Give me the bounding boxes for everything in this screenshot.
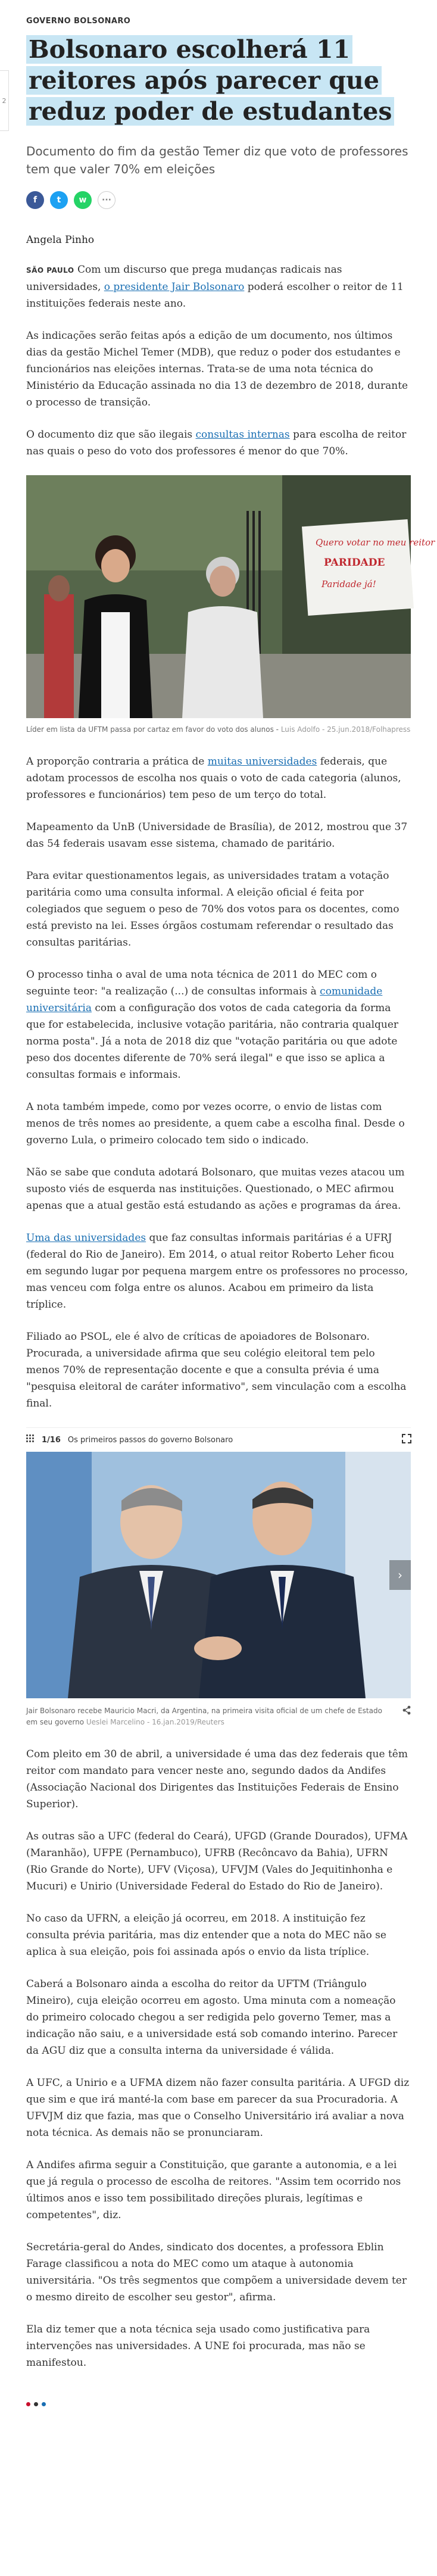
share-bar: [26, 191, 411, 209]
paragraph: Com pleito em 30 de abril, a universidade é uma das dez federais que têm reitor com mandato para vencer neste ano, segundo dados da Andifes (Associação Nacional dos Dirigentes das Instituições Federais de Ensino Superior).: [26, 1748, 408, 1810]
sign-text: Quero votar no meu reitor: [316, 537, 435, 548]
paragraph: Ela diz temer que a nota técnica seja usado como justificativa para intervenções nas universidades. A UNE foi procurada, mas não se manifestou.: [26, 2324, 370, 2369]
grid-icon[interactable]: [26, 1434, 35, 1445]
paragraph-text: O documento diz que são ilegais: [26, 429, 196, 441]
more-share-icon[interactable]: ···: [98, 191, 116, 209]
side-tab-label: 2: [2, 96, 7, 105]
gallery-next-button[interactable]: [389, 1560, 411, 1590]
article-body: [26, 261, 435, 2371]
twitter-icon[interactable]: t: [50, 191, 68, 209]
inline-link[interactable]: muitas universidades: [207, 756, 317, 768]
paragraph: Caberá a Bolsonaro ainda a escolha do reitor da UFTM (Triângulo Mineiro), cuja eleição ocorreu em agosto. Uma minuta com a nomeação do primeiro colocado chegou a ser redigida pelo governo Temer, mas a indicação não saiu, e a universidade está sob comando interino. Parecer da AGU diz que a consulta interna da universidade é válida.: [26, 1978, 398, 2057]
inline-link[interactable]: consultas internas: [195, 429, 290, 441]
paragraph-text: O processo tinha o aval de uma nota técnica de 2011 do MEC com o seguinte teor: "a realização (...) de consultas informais à: [26, 969, 377, 997]
end-dot: [42, 2402, 46, 2406]
paragraph: Não se sabe que conduta adotará Bolsonaro, que muitas vezes atacou um suposto viés de esquerda nas instituições. Questionado, o MEC afirmou apenas que a atual gestão está estudando as ações e programas da área.: [26, 1167, 405, 1212]
end-dot: [26, 2402, 30, 2406]
paragraph: [26, 261, 411, 312]
paragraph-text: que faz consultas informais paritárias é a UFRJ (federal do Rio de Janeiro). Em 2014, o atual reitor Roberto Leher ficou em segundo lugar por pequena margem entre os professores no processo, mas venceu com folga entre os alunos. Acabou em primeiro da lista tríplice.: [26, 1232, 408, 1311]
article-photo: [26, 475, 435, 735]
paragraph: [26, 753, 411, 803]
paragraph: A Andifes afirma seguir a Constituição, que garante a autonomia, e a lei que já regula o processo de escolha de reitores. "Assim tem ocorrido nos últimos anos e isso tem possibilitado direções plurais, legítimas e competentes", diz.: [26, 2159, 401, 2221]
gallery-caption: [26, 1705, 411, 1728]
inline-link[interactable]: Uma das universidades: [26, 1232, 146, 1244]
fullscreen-icon[interactable]: [402, 1434, 411, 1445]
dateline: SÃO PAULO: [26, 266, 74, 275]
photo-credit: Luis Adolfo - 25.jun.2018/Folhapress: [280, 725, 411, 734]
end-dot: [34, 2402, 38, 2406]
inline-link[interactable]: o presidente Jair Bolsonaro: [104, 281, 245, 293]
paragraph-text: federais, que adotam processos de escolha nos quais o voto de cada categoria (alunos, professores e funcionários) tem peso de um terço do total.: [26, 756, 401, 801]
paragraph: As outras são a UFC (federal do Ceará), UFGD (Grande Dourados), UFMA (Maranhão), UFPE (Pernambuco), UFRB (Recôncavo da Bahia), UFRN (Rio Grande do Norte), UFV (Viçosa), UFVJM (Vales do Jequitinhonha e Mucuri) e Unirio (Universidade Federal do Estado do Rio de Janeiro).: [26, 1830, 408, 1892]
paragraph: [26, 426, 411, 460]
paragraph: Mapeamento da UnB (Universidade de Brasília), de 2012, mostrou que 37 das 54 federais usavam esse sistema, chamado de paritário.: [26, 821, 408, 850]
section-kicker[interactable]: GOVERNO BOLSONARO: [26, 17, 131, 26]
photo-gallery: [26, 1427, 411, 1728]
protest-photo[interactable]: [26, 475, 435, 718]
end-mark: [26, 2387, 411, 2424]
facebook-icon[interactable]: f: [26, 191, 44, 209]
caption-text: Líder em lista da UFTM passa por cartaz em favor do voto dos alunos -: [26, 725, 281, 734]
paragraph-text: para escolha de reitor nas quais o peso do voto dos professores é menor do que 70%.: [26, 429, 407, 457]
gallery-title: Os primeiros passos do governo Bolsonaro: [67, 1435, 233, 1445]
gallery-counter: 1/16: [42, 1435, 61, 1445]
paragraph: No caso da UFRN, a eleição já ocorreu, em 2018. A instituição fez consulta prévia paritária, mas diz entender que a nota do MEC não se aplica à sua eleição, pois foi assinada após o envio da lista tríplice.: [26, 1913, 386, 1958]
headline: [26, 34, 411, 127]
inline-link[interactable]: comunidade universitária: [26, 986, 383, 1014]
gallery-caption-text: [26, 1705, 395, 1728]
caption-text: Jair Bolsonaro recebe Mauricio Macri, da Argentina, na primeira visita oficial de um chefe de Estado em seu governo: [26, 1707, 382, 1726]
paragraph: [26, 966, 411, 1083]
paragraph-text: A proporção contraria a prática de: [26, 756, 208, 768]
author-name[interactable]: Angela Pinho: [26, 234, 95, 246]
paragraph: A nota também impede, como por vezes ocorre, o envio de listas com menos de três nomes ao presidente, a quem cabe a escolha final. Desde o governo Lula, o primeiro colocado tem sido o indicado.: [26, 1101, 405, 1146]
paragraph: Filiado ao PSOL, ele é alvo de críticas de apoiadores de Bolsonaro. Procurada, a universidade afirma que seu colégio eleitoral tem pelo menos 70% de representação docente e que a consulta prévia é uma "pesquisa eleitoral de caráter informativo", sem vinculação com a escolha final.: [26, 1331, 407, 1409]
chevron-right-icon: ›: [398, 1568, 402, 1582]
photo-illustration: [26, 475, 435, 718]
subtitle: Documento do fim da gestão Temer diz que voto de professores tem que valer 70% em eleições: [26, 144, 408, 176]
paragraph: [26, 1230, 411, 1313]
paragraph-text: poderá escolher o reitor de 11 instituições federais neste ano.: [26, 281, 404, 310]
gallery-header: [26, 1427, 411, 1452]
gallery-photo[interactable]: [26, 1452, 411, 1698]
sign-text: Paridade já!: [321, 579, 376, 590]
paragraph-text: com a configuração dos votos de cada categoria da forma que for estabelecida, inclusive votação paritária, não contraria qualquer norma posta". Já a nota de 2018 diz que "votação paritária ou que adote peso dos docentes diferente de 70% será ilegal" e que isso se aplica a consultas formais e informais.: [26, 1002, 399, 1081]
paragraph-text: Com um discurso que prega mudanças radicais nas universidades,: [26, 264, 342, 293]
paragraph: A UFC, a Unirio e a UFMA dizem não fazer consulta paritária. A UFGD diz que sim e que irá manté-la com base em parecer da sua Procuradoria. A UFVJM diz que fazia, mas que o Conselho Universitário irá avaliar a nova nota técnica. As demais não se pronunciaram.: [26, 2077, 410, 2139]
gallery-credit: Ueslei Marcelino - 16.jan.2019/Reuters: [86, 1718, 224, 1726]
paragraph: As indicações serão feitas após a edição de um documento, nos últimos dias da gestão Michel Temer (MDB), que reduz o poder dos estudantes e funcionários nas eleições internas. Trata-se de uma nota técnica do Ministério da Educação assinada no dia 13 de dezembro de 2018, durante o processo de transição.: [26, 330, 408, 408]
share-icon[interactable]: [402, 1705, 411, 1717]
gallery-illustration: [26, 1452, 411, 1698]
sign-text: PARIDADE: [324, 557, 385, 569]
paragraph: Secretária-geral do Andes, sindicato dos docentes, a professora Eblin Farage classificou a nota do MEC como um ataque à autonomia universitária. "Os três segmentos que compõem a universidade devem ter o mesmo direito de escolher seu gestor", afirma.: [26, 2241, 407, 2303]
paragraph: Para evitar questionamentos legais, as universidades tratam a votação paritária como uma consulta informal. A eleição oficial é feita por colegiados que seguem o peso de 70% dos votos para os docentes, como está previsto na lei. Esses órgãos costumam referendar o resultado das consultas paritárias.: [26, 870, 399, 949]
photo-caption: [26, 724, 411, 735]
whatsapp-icon[interactable]: w: [74, 191, 92, 209]
headline-text: Bolsonaro escolherá 11 reitores após parecer que reduz poder de estudantes: [26, 35, 394, 126]
